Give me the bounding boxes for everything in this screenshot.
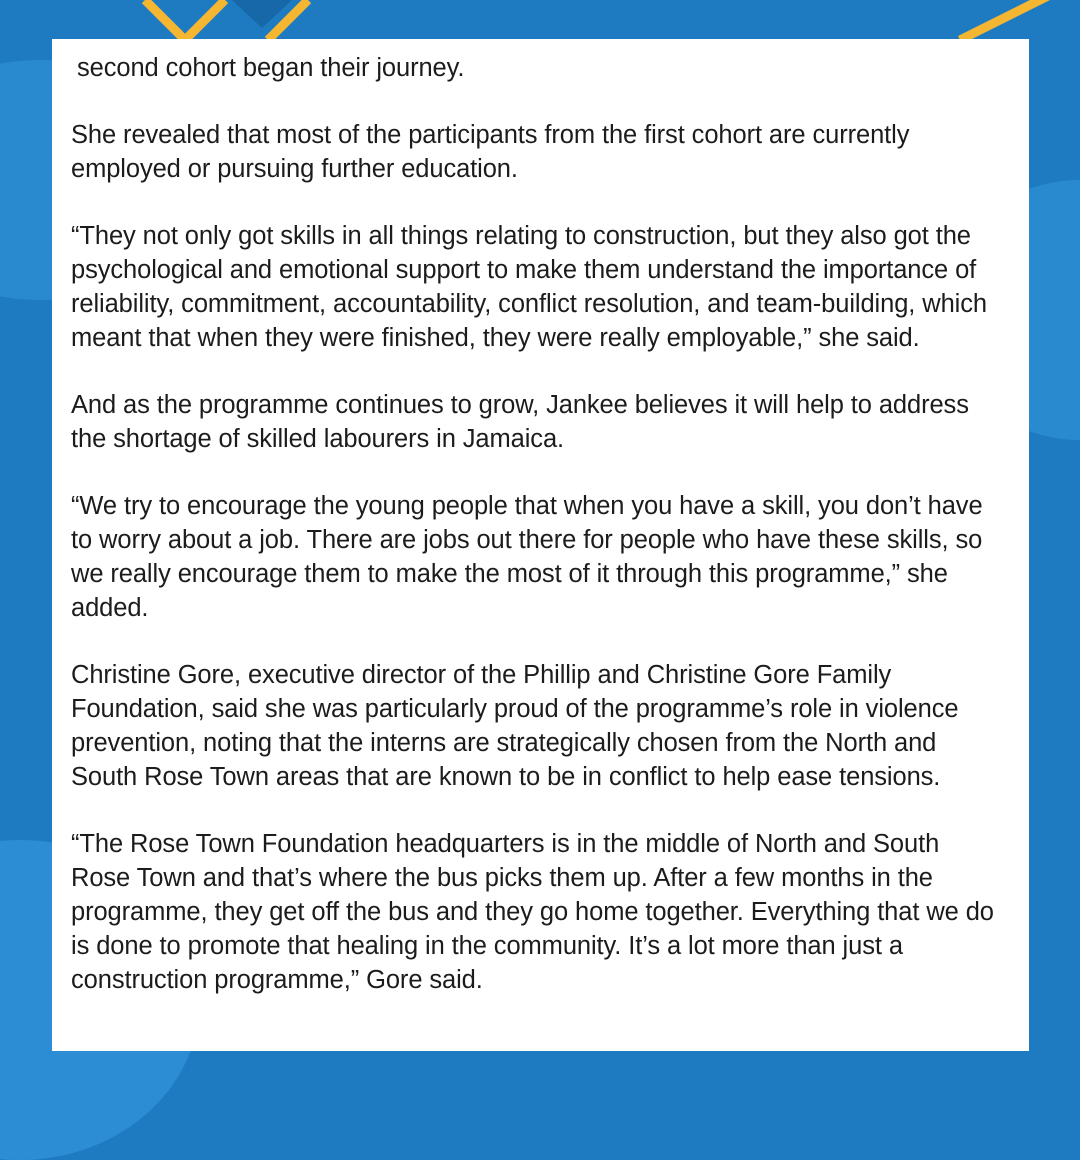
article-paragraph: She revealed that most of the participants from the first cohort are currently employed or pursuing further education.: [71, 121, 910, 183]
article-paragraph: Christine Gore, executive director of the Phillip and Christine Gore Family Foundation, said she was particularly proud of the programme’s role in violence prevention, noting that the interns are strategically chosen from the North and South Rose Town areas that are known to be in conflict to help ease tensions.: [71, 661, 959, 791]
article-paragraph: “We try to encourage the young people that when you have a skill, you don’t have to worry about a job. There are jobs out there for people who have these skills, so we really encourage them to make the most of it through this programme,” she added.: [71, 492, 983, 622]
article-card: [52, 39, 1029, 1051]
article-paragraph: “They not only got skills in all things relating to construction, but they also got the psychological and emotional support to make them understand the importance of reliability, commitment, accountability, conflict resolution, and team-building, which meant that when they were finished, they were really employable,” she said.: [71, 222, 987, 352]
yellow-chevron-right: [268, 0, 308, 40]
article-paragraph: second cohort began their journey.: [77, 54, 465, 82]
yellow-chevron-left: [145, 0, 225, 40]
article-paragraph: And as the programme continues to grow, Jankee believes it will help to address the shortage of skilled labourers in Jamaica.: [71, 391, 969, 453]
yellow-diagonal-line: [960, 0, 1060, 40]
article-paragraph: “The Rose Town Foundation headquarters is in the middle of North and South Rose Town and that’s where the bus picks them up. After a few months in the programme, they get off the bus and they go home together. Everything that we do is done to promote that healing in the community. It’s a lot more than just a construction programme,” Gore said.: [71, 830, 994, 994]
blue-diamond-accent: [232, 0, 292, 28]
